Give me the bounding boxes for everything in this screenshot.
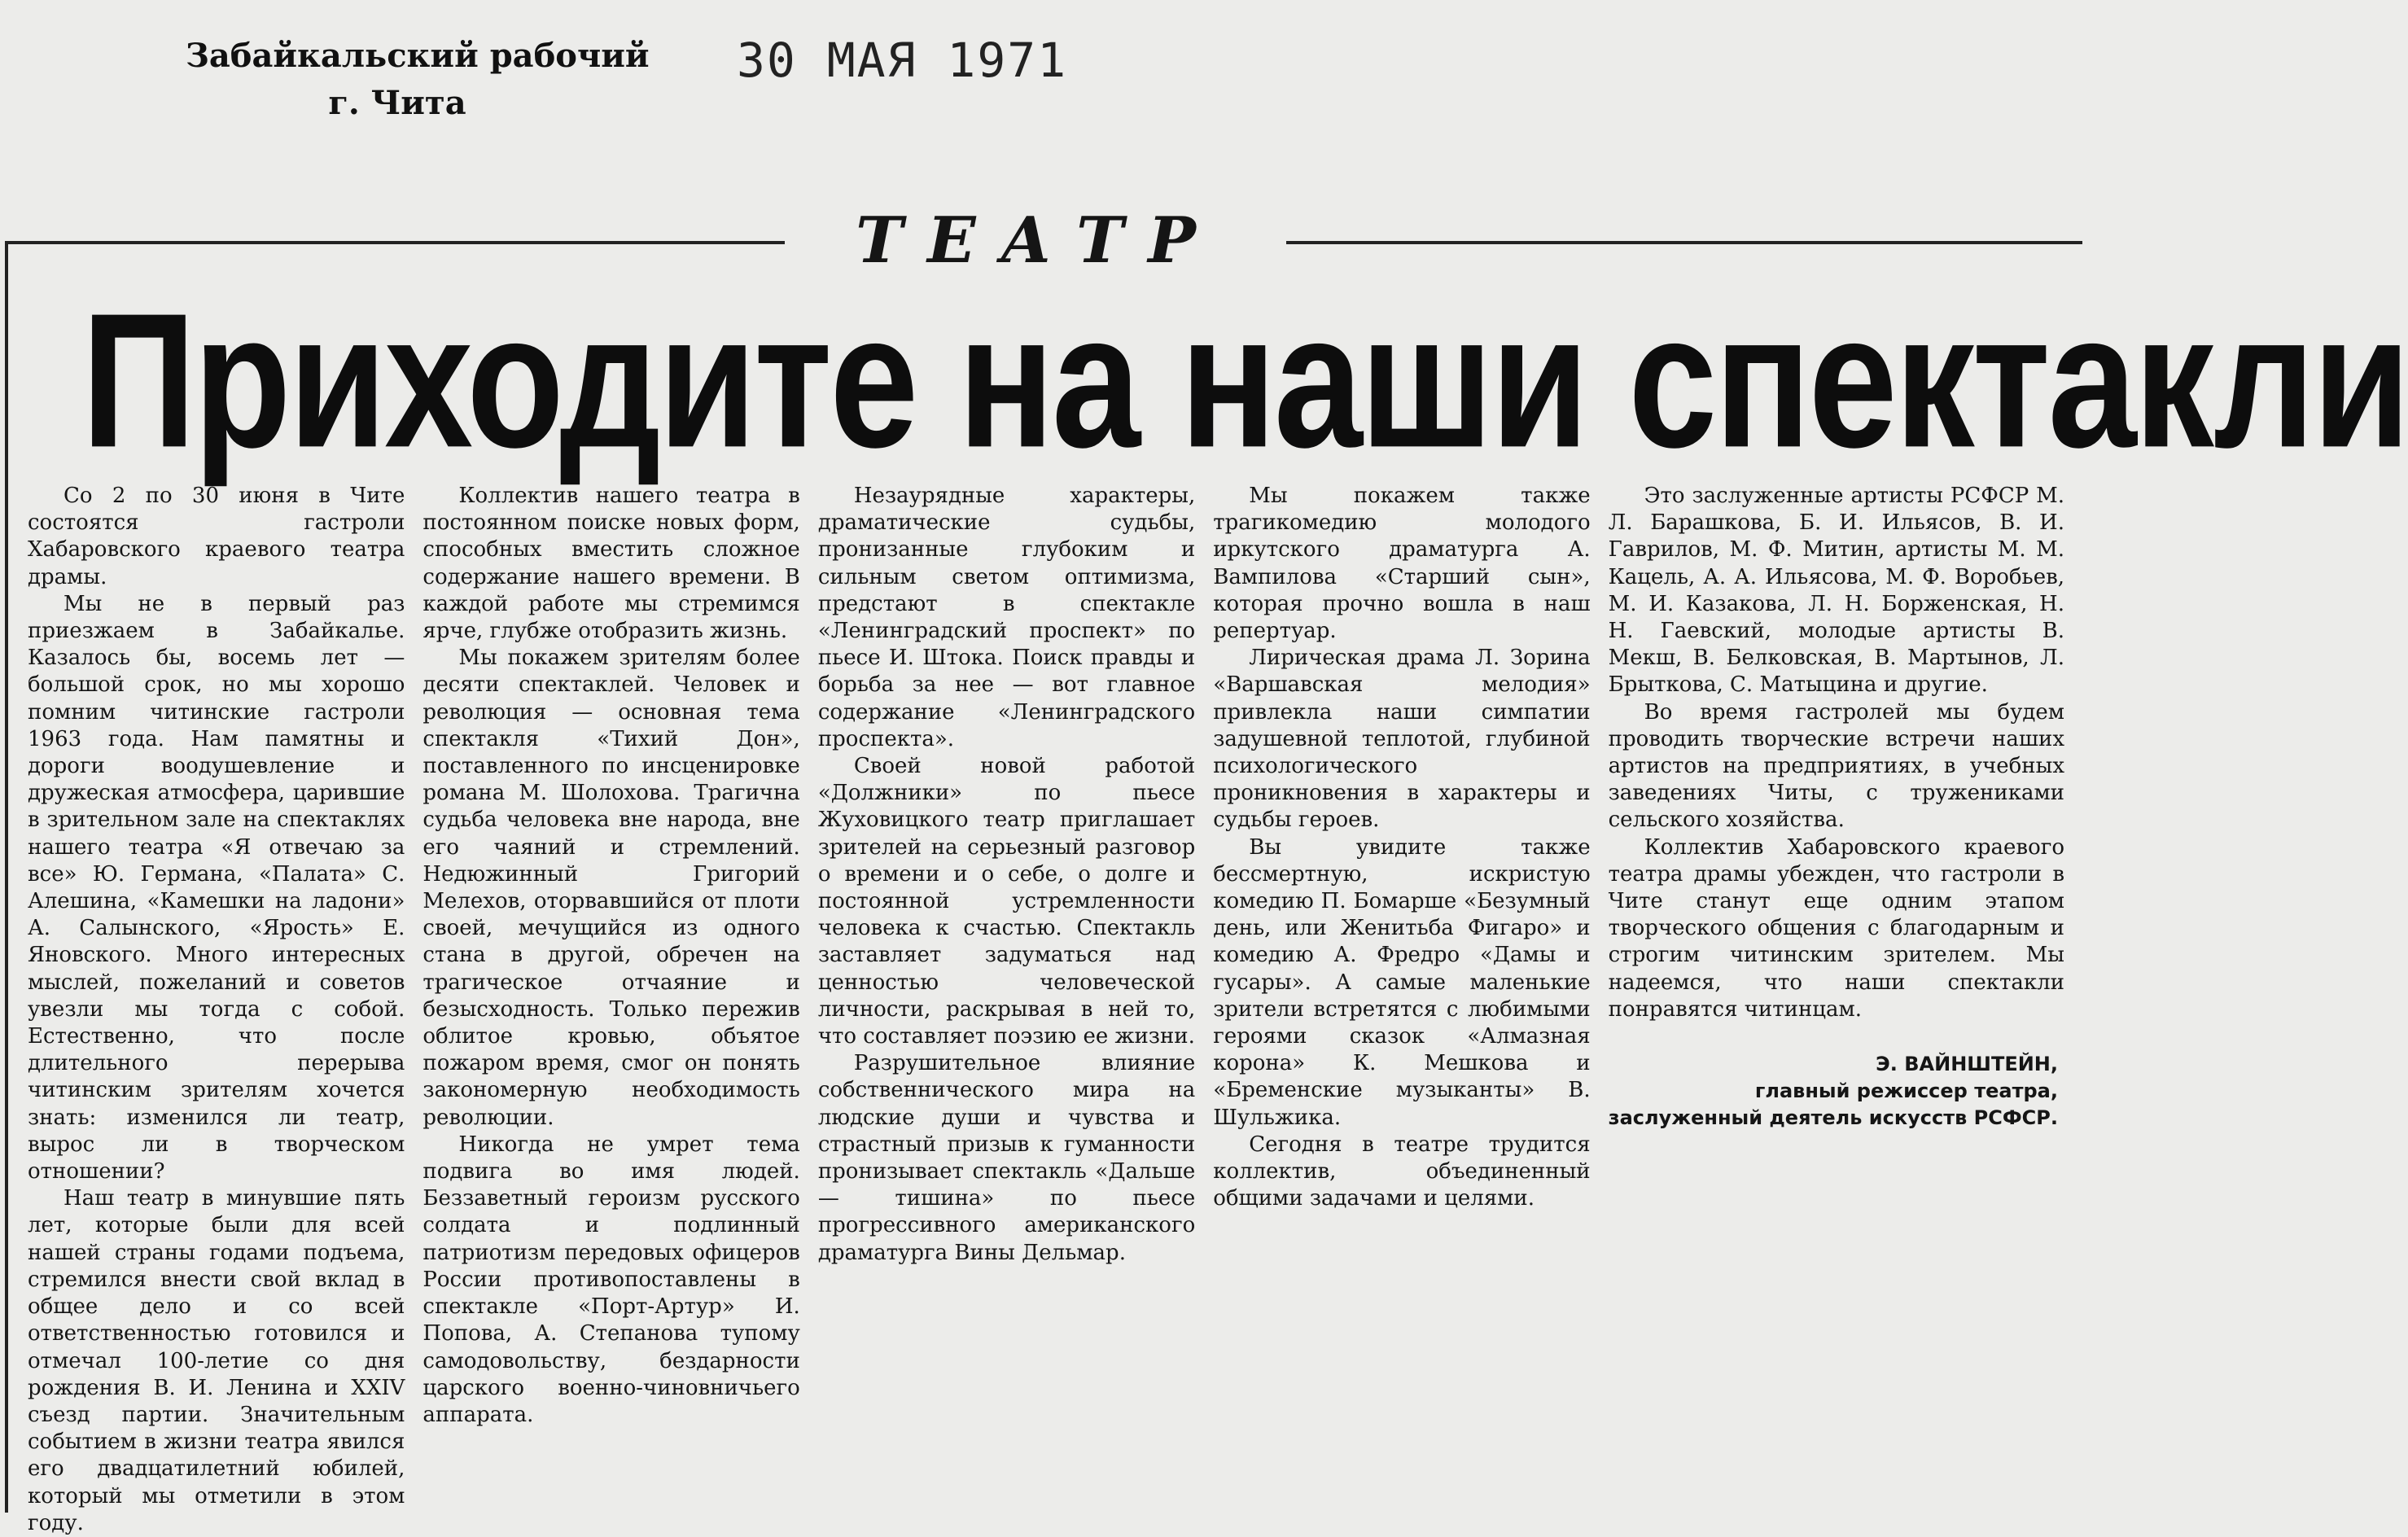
paragraph: Наш театр в минувшие пять лет, которые были для всей нашей страны годами подъема, стремился внести свой вклад в общее дело и со всей ответственностью готовился и отмечал 100-летие со дня рождения В. И. Ленина и XXIV съезд партии. Значительным событием в жизни театра явился его двадцатилетний юбилей, который мы отметили в этом году. <box>28 1186 405 1535</box>
column-3 <box>815 483 1198 1509</box>
date-stamp: 30 МАЯ 1971 <box>737 33 1068 88</box>
city-name: г. Чита <box>328 84 466 122</box>
paragraph: Сегодня в театре трудится коллектив, объединенный общими задачами и целями. <box>1213 1132 1591 1211</box>
column-1 <box>24 483 408 1535</box>
paragraph: Разрушительное влияние собственнического мира на людские души и чувства и страстный призыв к гуманности пронизывает спектакль «Дальше — тишина» по пьесе прогрессивного американского драматурга Вины Дельмар. <box>817 1051 1196 1265</box>
article-body <box>24 483 2068 1535</box>
paragraph: Мы покажем зрителям более десяти спектаклей. Человек и революция — основная тема спектакля «Тихий Дон», поставленного по инсценировке романа М. Шолохова. Трагична судьба человека вне народа, вне его чаяний и стремлений. Недюжинный Григорий Мелехов, оторвавшийся от плоти своей, мечущийся из одного стана в другой, обречен на трагическое отчаяние и безысходность. Только пережив облитое кровью, объятое пожаром время, смог он понять закономерную необходимость революции. <box>422 646 800 1130</box>
paragraph: Во время гастролей мы будем проводить творческие встречи наших артистов на предприятиях, в учебных заведениях Читы, с тружениками сельского хозяйства. <box>1608 699 2064 833</box>
author-title-1: главный режиссер театра, <box>1754 1079 2058 1103</box>
paragraph: Лирическая драма Л. Зорина «Варшавская мелодия» привлекла наши симпатии задушевной теплотой, глубиной психологического проникновения в характеры и судьбы героев. <box>1213 646 1591 833</box>
column-4 <box>1210 483 1593 1509</box>
source-stamp <box>186 33 650 127</box>
rubric: ТЕАТР <box>856 204 1220 278</box>
paragraph: Незаурядные характеры, драматические судьбы, пронизанные глубоким и сильным светом оптимизма, предстают в спектакле «Ленинградский проспект» по пьесе И. Штока. Поиск правды и борьба за нее — вот главное содержание «Ленинградского проспекта». <box>817 484 1196 751</box>
author-title-2: заслуженный деятель искусств РСФСР. <box>1608 1106 2058 1130</box>
headline: Приходите на наши спектакли <box>81 274 2408 488</box>
paragraph: Коллектив Хабаровского краевого театра драмы убежден, что гастроли в Чите станут еще одним этапом творческого общения с благодарным и строгим читинским зрителем. Мы надеемся, что наши спектакли понравятся читинцам. <box>1608 834 2064 1022</box>
paragraph: Коллектив нашего театра в постоянном поиске новых форм, способных вместить сложное содержание нашего времени. В каждой работе мы стремимся ярче, глубже отобразить жизнь. <box>422 484 800 644</box>
column-2 <box>419 483 803 1509</box>
author-name: Э. ВАЙНШТЕЙН, <box>1876 1053 2058 1076</box>
paragraph: Никогда не умрет тема подвига во имя людей. Беззаветный героизм русского солдата и подлинный патриотизм передовых офицеров России противопоставлены в спектакле «Порт-Артур» И. Попова, А. Степанова тупому самодовольству, бездарности царского военно-чиновничьего аппарата. <box>422 1132 800 1427</box>
signature <box>1609 1051 2064 1132</box>
paragraph: Мы покажем также трагикомедию молодого иркутского драматурга А. Вампилова «Старший сын», которая прочно вошла в наш репертуар. <box>1213 484 1591 644</box>
paragraph: Вы увидите также бессмертную, искристую комедию П. Бомарше «Безумный день, или Женитьба Фигаро» и комедию А. Фредро «Дамы и гусары». А самые маленькие зрители встретятся с любимыми героями сказок «Алмазная корона» К. Мешкова и «Бременские музыканты» В. Шульжика. <box>1213 834 1591 1130</box>
paragraph: Это заслуженные артисты РСФСР М. Л. Барашкова, Б. И. Ильясов, В. И. Гаврилов, М. Ф. Митин, артисты М. М. Кацель, А. А. Ильясова, М. Ф. Воробьев, М. И. Казакова, Л. Н. Борженская, Н. Н. Гаевский, молодые артисты В. Мекш, В. Белковская, В. Мартынов, Л. Брыткова, С. Матыцина и другие. <box>1608 484 2064 698</box>
rubric-rule-right <box>1286 241 2082 244</box>
column-5 <box>1605 483 2068 1509</box>
rubric-rule-left <box>5 241 785 244</box>
paragraph: Своей новой работой «Должники» по пьесе Жуховицкого театр приглашает зрителей на серьезный разговор о времени и о себе, о долге и постоянной устремленности человека к счастью. Спектакль заставляет задуматься над ценностью человеческой личности, раскрывая в ней то, что составляет поэзию ее жизни. <box>817 754 1196 1049</box>
paragraph: Мы не в первый раз приезжаем в Забайкалье. Казалось бы, восемь лет — большой срок, но мы хорошо помним читинские гастроли 1963 года. Нам памятны и дороги воодушевление и дружеская атмосфера, царившие в зрительном зале на спектаклях нашего театра «Я отвечаю за все» Ю. Германа, «Палата» С. Алешина, «Камешки на ладони» А. Салынского, «Ярость» Е. Яновского. Много интересных мыслей, пожеланий и советов увезли мы тогда с собой. Естественно, что после длительного перерыва читинским зрителям хочется знать: изменился ли театр, вырос ли в творческом отношении? <box>28 591 405 1184</box>
paragraph: Со 2 по 30 июня в Чите состоятся гастроли Хабаровского краевого театра драмы. <box>28 484 405 589</box>
newspaper-name: Забайкальский рабочий <box>186 37 650 75</box>
